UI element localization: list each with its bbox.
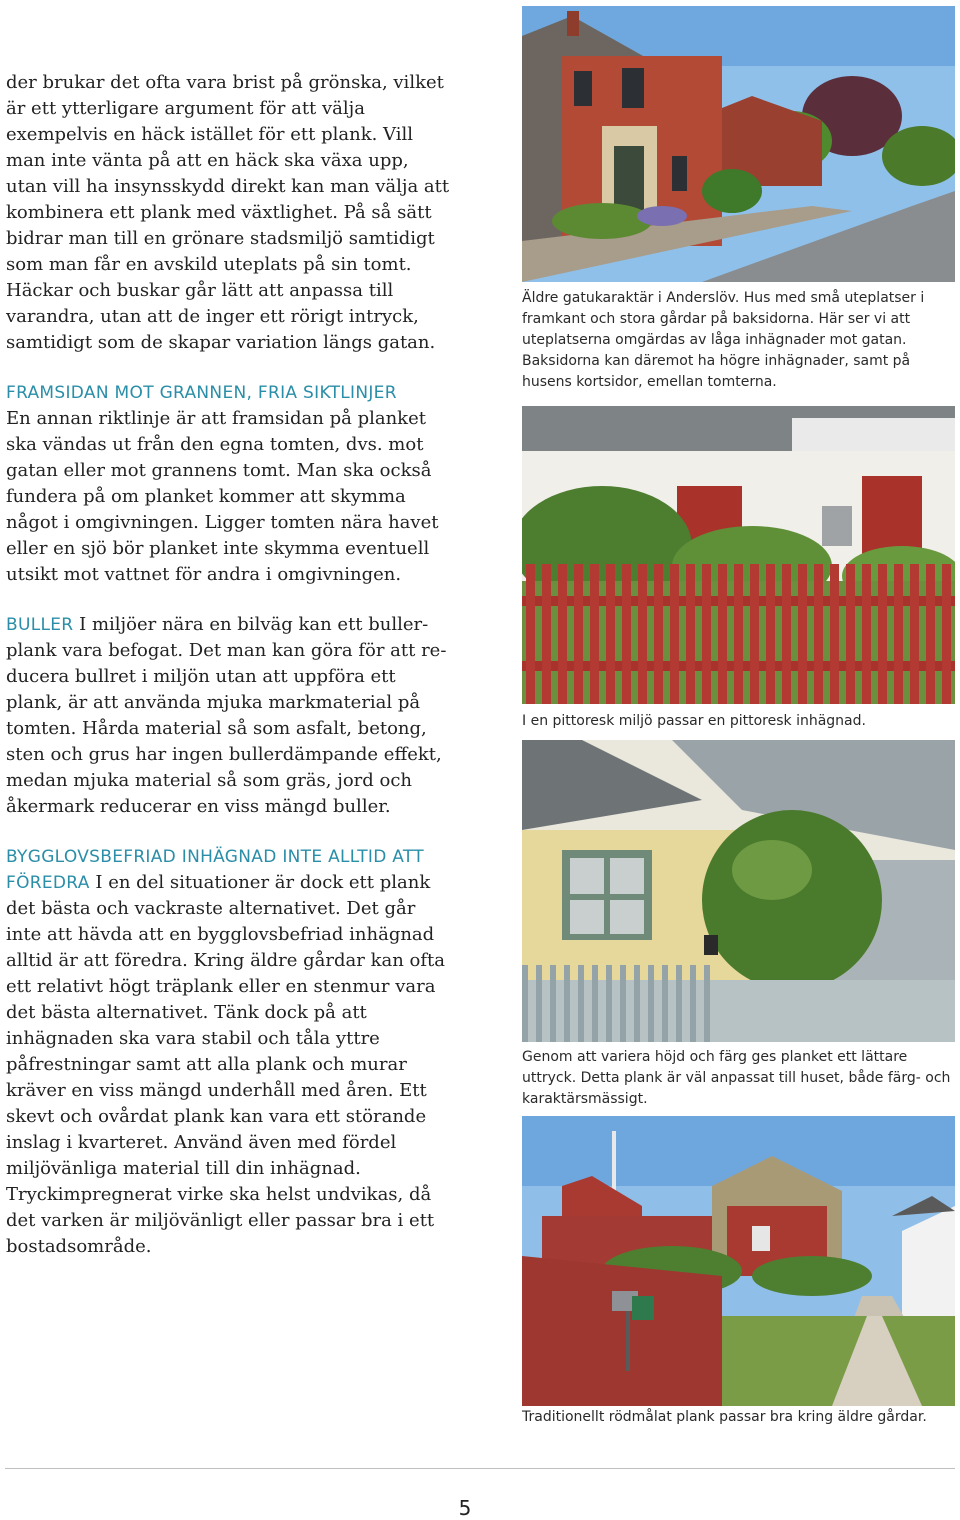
section-text-noise: I miljöer nära en bilväg kan ett bullerplank vara befogat. Det man kan göra för att reducera bullret i miljön utan att uppföra ett plank, är att använda mjuka markmaterial på tomten. Hårda material så som asfalt, betong, sten och grus har ingen bullerdämpande effekt, medan mjuka material så som gräs, jord och åkermark reducerar en viss mängd buller.: [6, 614, 447, 817]
caption-red-plank: Traditionellt rödmålat plank passar bra kring äldre gårdar.: [522, 1409, 927, 1425]
photo-red-picket-fence: [522, 406, 955, 704]
photo-grey-plank-bush: [522, 740, 955, 1042]
section-heading-noise: BULLER: [6, 615, 74, 635]
caption-street: Äldre gatukaraktär i Anderslöv. Hus med små uteplatser i framkant och stora gårdar på baksidorna. Här ser vi att uteplatserna omgärdas av låga inhägnader mot gatan. Baksidorna kan däremot ha högre inhägnader, samt på husens kortsidor, emellan tomterna.: [522, 290, 925, 390]
caption-picket-fence: I en pittoresk miljö passar en pittoresk inhägnad.: [522, 713, 866, 729]
paragraph-intro: der brukar det ofta vara brist på grönska, vilket är ett ytterligare argument för att välja exempelvis en häck istället för ett plank. Vill man inte vänta på att en häck ska växa upp, utan vill ha insynsskydd direkt kan man välja att kombinera ett plank med växtlighet. På så sätt bidrar man till en grönare stadsmiljö samtidigt som man får en avskild uteplats på sin tomt. Häckar och buskar går lätt att anpassa till varandra, utan att de inger ett rörigt intryck, samtidigt som de skapar variation längs gatan.: [6, 72, 450, 353]
footer-divider: [5, 1468, 955, 1469]
section-heading-frontside: FRAMSIDAN MOT GRANNEN, FRIA SIKTLINJER: [6, 383, 397, 403]
photo-street-anderslov: [522, 6, 955, 282]
section-text-permit: I en del situationer är dock ett plank det bästa och vackraste alternativet. Det går inte att hävda att en bygglovsbefriad inhägnad alltid är att föredra. Kring äldre gårdar kan ofta ett relativt högt träplank eller en stenmur vara det bästa alternativet. Tänk dock på att inhägnaden ska vara stabil och tåla yttre påfrestningar samt att alla plank och murar kräver en viss mängd underhåll med åren. Ett skevt och ovårdat plank kan vara ett störande inslag i kvarteret. Använd även med fördel miljövänliga material till din inhägnad. Tryckimpregnerat virke ska helst undvikas, då det varken är miljövänligt eller passar bra i ett bostadsområde.: [6, 872, 446, 1257]
section-noise: [6, 612, 454, 820]
section-frontside: [6, 380, 454, 588]
photo-red-plank-farm: [522, 1116, 955, 1406]
section-heading-permit: BYGGLOVSBEFRIAD INHÄGNAD INTE ALLTID ATT FÖREDRA: [6, 847, 424, 893]
page-number: 5: [458, 1496, 472, 1520]
section-permit: [6, 844, 454, 1260]
caption-grey-plank: Genom att variera höjd och färg ges planket ett lättare uttryck. Detta plank är väl anpassat till huset, både färg- och karaktärsmässigt.: [522, 1049, 951, 1107]
body-text-column: [6, 70, 454, 1260]
section-text-frontside: En annan riktlinje är att framsidan på planket ska vändas ut från den egna tomten, dvs. mot gatan eller mot grannens tomt. Man ska också fundera på om planket kommer att skymma något i omgivningen. Ligger tomten nära havet eller en sjö bör planket inte skymma eventuell utsikt mot vattnet för andra i omgivningen.: [6, 408, 439, 585]
